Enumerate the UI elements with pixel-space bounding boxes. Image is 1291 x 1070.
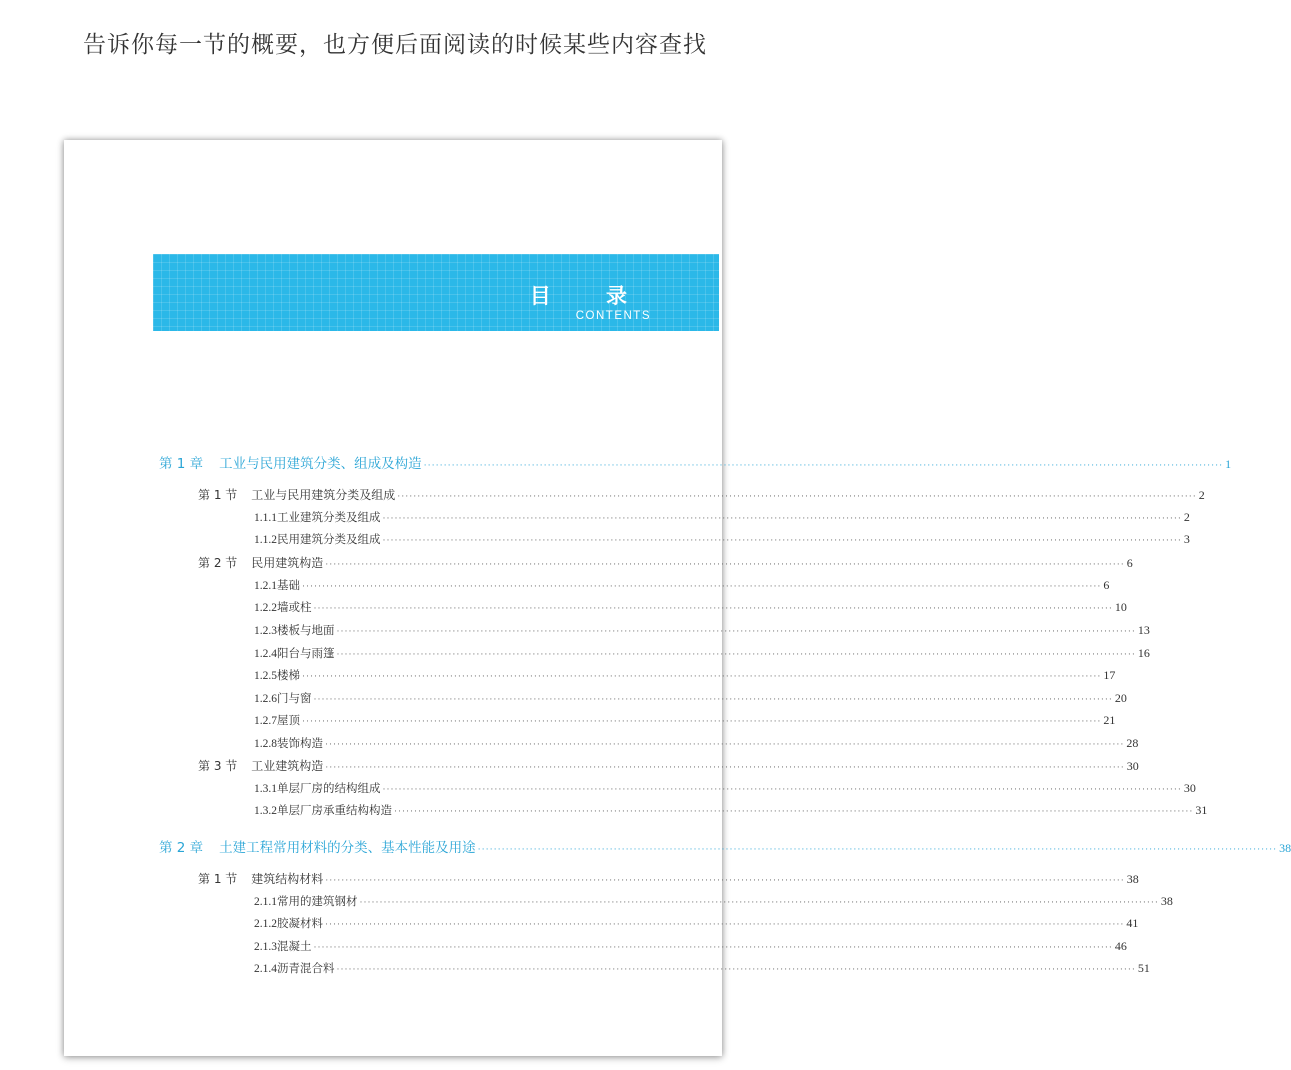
toc-number: 第 2 节	[198, 556, 238, 570]
toc-title: 基础	[277, 578, 300, 592]
toc-title: 单层厂房的结构组成	[277, 781, 381, 795]
toc-number: 1.2.8	[254, 738, 277, 750]
toc-number: 1.2.5	[254, 670, 277, 682]
toc-title: 墙或柱	[277, 600, 312, 614]
dot-leader: ········································································································································································································	[382, 784, 1182, 794]
toc-title: 工业与民用建筑分类及组成	[251, 488, 396, 502]
toc-number: 第 1 节	[198, 872, 238, 886]
toc-page-number: 2	[1198, 488, 1205, 502]
toc-number: 1.1.2	[254, 534, 277, 546]
toc-title: 门与窗	[277, 691, 312, 705]
toc-title: 民用建筑构造	[251, 556, 324, 570]
toc-title: 装饰构造	[277, 736, 323, 750]
toc-subsection-row[interactable]	[254, 667, 1116, 683]
toc-page-number: 6	[1126, 556, 1133, 570]
toc-title: 单层厂房承重结构构造	[277, 803, 392, 817]
toc-title: 工业与民用建筑分类、组成及构造	[219, 456, 422, 472]
banner-subtitle: CONTENTS	[575, 310, 651, 322]
toc-title: 常用的建筑钢材	[277, 894, 358, 908]
toc-subsection-row[interactable]	[254, 645, 1150, 661]
toc-number: 第 3 节	[198, 759, 238, 773]
toc-title: 混凝土	[277, 939, 312, 953]
toc-title: 阳台与雨篷	[277, 646, 335, 660]
toc-number: 1.2.7	[254, 715, 277, 727]
toc-section-row[interactable]	[198, 486, 1205, 503]
toc-number: 第 1 章	[159, 456, 204, 472]
toc-page-number: 38	[1126, 872, 1139, 886]
dot-leader: ········································································································································································································	[397, 491, 1197, 501]
toc-page-number: 10	[1114, 600, 1127, 614]
dot-leader: ········································································································································································································	[302, 671, 1102, 681]
toc-subsection-row[interactable]	[254, 712, 1116, 728]
dot-leader: ········································································································································································································	[336, 626, 1136, 636]
dot-leader: ········································································································································································································	[302, 716, 1102, 726]
caption: 告诉你每一节的概要，也方便后面阅读的时候某些内容查找	[83, 32, 707, 58]
toc-page-number: 28	[1126, 736, 1139, 750]
toc-number: 2.1.3	[254, 941, 277, 953]
dot-leader: ········································································································································································································	[302, 581, 1102, 591]
toc-section-row[interactable]	[198, 554, 1133, 571]
dot-leader: ········································································································································································································	[325, 919, 1125, 929]
banner-title: 目 录	[529, 284, 651, 308]
toc-page-number: 21	[1103, 713, 1116, 727]
toc-chapter-row[interactable]	[159, 452, 1232, 472]
toc-title: 民用建筑分类及组成	[277, 532, 381, 546]
toc-subsection-row[interactable]	[254, 531, 1190, 547]
contents-banner	[153, 254, 719, 331]
dot-leader: ········································································································································································································	[382, 535, 1182, 545]
toc-subsection-row[interactable]	[254, 735, 1139, 751]
toc-page-number: 30	[1126, 759, 1139, 773]
toc-number: 第 1 节	[198, 488, 238, 502]
toc-number: 2.1.2	[254, 918, 277, 930]
toc-subsection-row[interactable]	[254, 509, 1190, 525]
toc-page-number: 51	[1137, 961, 1150, 975]
toc-page-number: 46	[1114, 939, 1127, 953]
toc-page-number: 3	[1183, 532, 1190, 546]
dot-leader: ········································································································································································································	[382, 513, 1182, 523]
dot-leader: ········································································································································································································	[313, 942, 1113, 952]
toc-page-number: 16	[1137, 646, 1150, 660]
toc-page-number: 30	[1183, 781, 1196, 795]
toc-number: 1.2.3	[254, 625, 277, 637]
toc-number: 1.3.1	[254, 783, 277, 795]
dot-leader: ········································································································································································································	[325, 875, 1125, 885]
toc-title: 建筑结构材料	[251, 872, 324, 886]
toc-page-number: 1	[1225, 457, 1232, 471]
toc-title: 楼梯	[277, 668, 300, 682]
toc-number: 1.2.6	[254, 693, 277, 705]
toc-subsection-row[interactable]	[254, 802, 1208, 818]
toc-section-row[interactable]	[198, 870, 1139, 887]
toc-title: 楼板与地面	[277, 623, 335, 637]
dot-leader: ········································································································································································································	[325, 559, 1125, 569]
dot-leader: ········································································································································································································	[313, 694, 1113, 704]
toc-section-row[interactable]	[198, 757, 1139, 774]
toc-number: 1.2.1	[254, 580, 277, 592]
toc-subsection-row[interactable]	[254, 780, 1196, 796]
toc-number: 第 2 章	[159, 840, 204, 856]
toc-number: 2.1.4	[254, 963, 277, 975]
dot-leader: ········································································································································································································	[336, 649, 1136, 659]
toc-title: 屋顶	[277, 713, 300, 727]
toc-title: 土建工程常用材料的分类、基本性能及用途	[219, 840, 476, 856]
toc-subsection-row[interactable]	[254, 690, 1127, 706]
toc-page-number: 38	[1160, 894, 1173, 908]
dot-leader: ········································································································································································································	[423, 460, 1224, 470]
dot-leader: ········································································································································································································	[359, 897, 1159, 907]
toc-subsection-row[interactable]	[254, 599, 1127, 615]
toc-title: 沥青混合料	[277, 961, 335, 975]
toc-title: 工业建筑分类及组成	[277, 510, 381, 524]
toc-page-number: 41	[1126, 916, 1139, 930]
toc-subsection-row[interactable]	[254, 893, 1173, 909]
toc-page-number: 13	[1137, 623, 1150, 637]
toc-page-number: 17	[1103, 668, 1116, 682]
toc-subsection-row[interactable]	[254, 577, 1110, 593]
toc-number: 1.2.2	[254, 602, 277, 614]
toc-number: 1.2.4	[254, 648, 277, 660]
toc-number: 2.1.1	[254, 896, 277, 908]
dot-leader: ········································································································································································································	[325, 739, 1125, 749]
dot-leader: ········································································································································································································	[336, 964, 1136, 974]
toc-page-number: 38	[1279, 841, 1291, 855]
toc-number: 1.1.1	[254, 512, 277, 524]
toc-subsection-row[interactable]	[254, 622, 1150, 638]
toc-number: 1.3.2	[254, 805, 277, 817]
toc-title: 胶凝材料	[277, 916, 323, 930]
toc-page-number: 31	[1195, 803, 1208, 817]
toc-subsection-row[interactable]	[254, 915, 1139, 931]
dot-leader: ········································································································································································································	[313, 603, 1113, 613]
toc-title: 工业建筑构造	[251, 759, 324, 773]
toc-page-number: 6	[1103, 578, 1110, 592]
toc-page-number: 2	[1183, 510, 1190, 524]
toc-subsection-row[interactable]	[254, 960, 1150, 976]
toc-subsection-row[interactable]	[254, 938, 1127, 954]
dot-leader: ········································································································································································································	[394, 806, 1194, 816]
toc-chapter-row[interactable]	[159, 836, 1291, 856]
dot-leader: ········································································································································································································	[325, 762, 1125, 772]
dot-leader: ········································································································································································································	[477, 844, 1278, 854]
toc-page-number: 20	[1114, 691, 1127, 705]
